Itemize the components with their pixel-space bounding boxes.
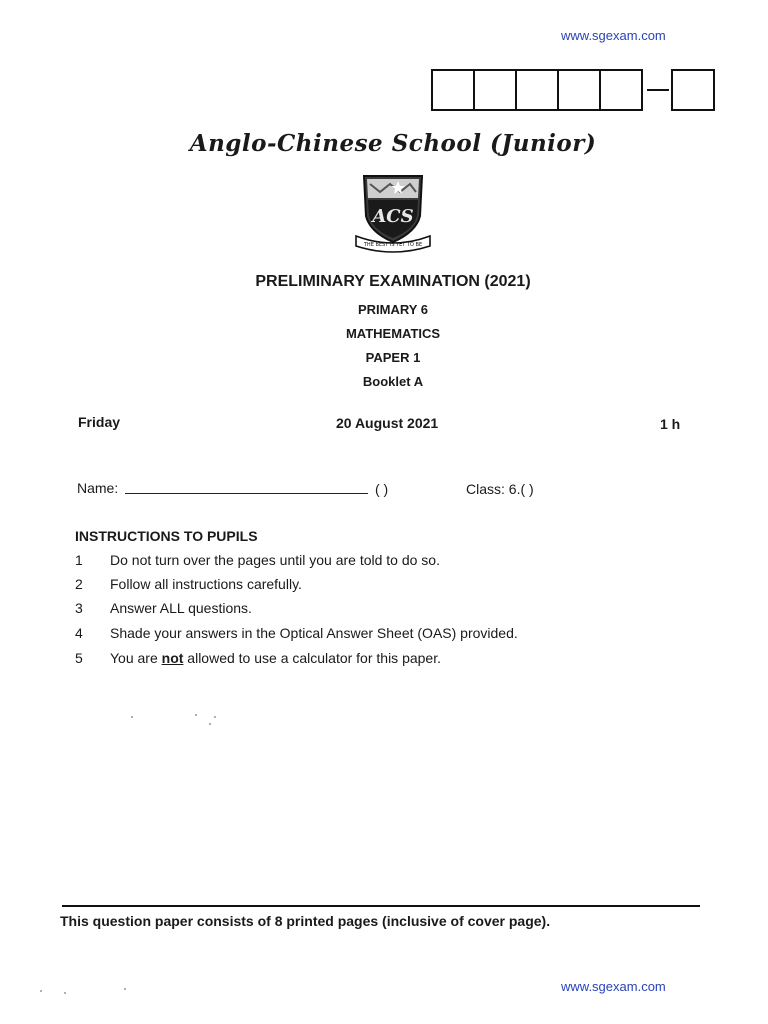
crest-motto: THE BEST IS YET TO BE bbox=[363, 242, 423, 248]
crest-letters: ACS bbox=[372, 206, 414, 227]
instruction-emphasis: not bbox=[161, 650, 184, 666]
instruction-text: Answer ALL questions. bbox=[110, 600, 252, 616]
instruction-number: 4 bbox=[75, 625, 83, 641]
scan-speck bbox=[195, 714, 197, 716]
exam-level: PRIMARY 6 bbox=[357, 302, 429, 317]
instruction-text: Shade your answers in the Optical Answer Sheet (OAS) provided. bbox=[110, 625, 518, 641]
scan-speck bbox=[64, 992, 66, 994]
index-dash bbox=[647, 89, 669, 91]
footer-rule bbox=[62, 905, 700, 907]
exam-booklet: Booklet A bbox=[362, 374, 424, 389]
index-box bbox=[557, 69, 601, 111]
instruction-number: 1 bbox=[75, 552, 83, 568]
name-label: Name: bbox=[77, 480, 119, 496]
scan-speck bbox=[40, 990, 42, 992]
website-link-bottom[interactable]: www.sgexam.com bbox=[561, 979, 666, 994]
exam-day: Friday bbox=[78, 414, 121, 430]
instruction-number: 3 bbox=[75, 600, 83, 616]
exam-duration: 1 h bbox=[660, 416, 681, 432]
instruction-text: Do not turn over the pages until you are told to do so. bbox=[110, 552, 440, 568]
exam-paper: PAPER 1 bbox=[365, 350, 421, 365]
register-number-field[interactable]: ( ) bbox=[375, 481, 389, 497]
index-number-boxes bbox=[431, 68, 715, 112]
scan-speck bbox=[214, 716, 216, 718]
instructions-heading: INSTRUCTIONS TO PUPILS bbox=[75, 528, 258, 544]
website-link-top[interactable]: www.sgexam.com bbox=[561, 28, 666, 43]
instruction-text-after: allowed to use a calculator for this paper. bbox=[183, 650, 441, 666]
index-box bbox=[515, 69, 559, 111]
school-name: Anglo-Chinese School (Junior) bbox=[189, 130, 597, 157]
instruction-text: Follow all instructions carefully. bbox=[110, 576, 302, 592]
exam-title: PRELIMINARY EXAMINATION (2021) bbox=[255, 273, 531, 290]
scan-speck bbox=[124, 988, 126, 990]
scan-speck bbox=[131, 716, 133, 718]
exam-date: 20 August 2021 bbox=[336, 415, 439, 431]
instruction-text-before: You are bbox=[110, 650, 162, 666]
index-box bbox=[599, 69, 643, 111]
scan-speck bbox=[209, 723, 211, 725]
class-field[interactable]: Class: 6.( ) bbox=[466, 481, 534, 497]
instruction-number: 2 bbox=[75, 576, 83, 592]
page-count-note: This question paper consists of 8 printed pages (inclusive of cover page). bbox=[60, 913, 551, 929]
name-field-line[interactable] bbox=[125, 493, 368, 494]
instruction-number: 5 bbox=[75, 650, 83, 666]
exam-subject: MATHEMATICS bbox=[345, 326, 441, 341]
school-crest-icon bbox=[350, 170, 436, 254]
index-box bbox=[473, 69, 517, 111]
index-box bbox=[431, 69, 475, 111]
instruction-text bbox=[110, 650, 441, 666]
index-box bbox=[671, 69, 715, 111]
